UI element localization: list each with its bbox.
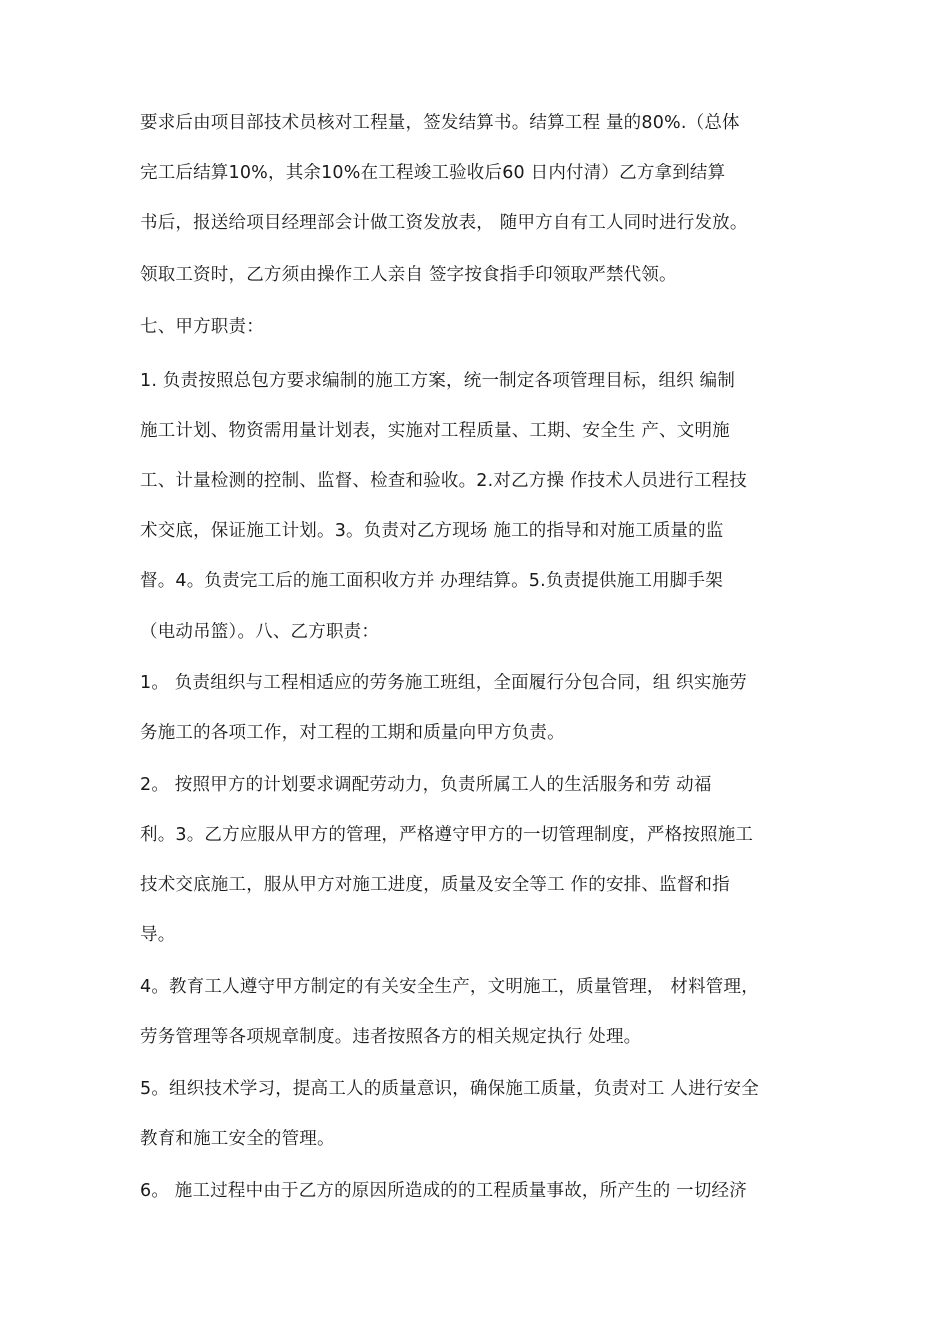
text-line: 1. 负责按照总包方要求编制的施工方案，统一制定各项管理目标，组织 编制	[140, 371, 736, 391]
text-line: 务施工的各项工作，对工程的工期和质量向甲方负责。	[140, 723, 565, 743]
text-line: 教育和施工安全的管理。	[140, 1129, 335, 1149]
text-line: 利。3。乙方应服从甲方的管理，严格遵守甲方的一切管理制度，严格按照施工	[140, 825, 754, 845]
text-line: 工、计量检测的控制、监督、检查和验收。2.对乙方操 作技术人员进行工程技	[140, 471, 747, 491]
text-line: 要求后由项目部技术员核对工程量，签发结算书。结算工程 量的80%.（总体	[140, 113, 740, 133]
text-line: 领取工资时，乙方须由操作工人亲自 签字按食指手印领取严禁代领。	[140, 265, 677, 285]
text-line: 完工后结算10%，其余10%在工程竣工验收后60 日内付清）乙方拿到结算	[140, 163, 726, 183]
text-line: 2。 按照甲方的计划要求调配劳动力，负责所属工人的生活服务和劳 动福	[140, 775, 712, 795]
text-line: 5。组织技术学习，提高工人的质量意识，确保施工质量，负责对工 人进行安全	[140, 1079, 759, 1099]
text-line: 督。4。负责完工后的施工面积收方并 办理结算。5.负责提供施工用脚手架	[140, 571, 723, 591]
text-line: 劳务管理等各项规章制度。违者按照各方的相关规定执行 处理。	[140, 1027, 642, 1047]
text-line: 6。 施工过程中由于乙方的原因所造成的的工程质量事故，所产生的 一切经济	[140, 1181, 747, 1201]
section-heading: 七、甲方职责：	[140, 317, 264, 337]
text-line: （电动吊篮）。八、乙方职责：	[140, 622, 380, 642]
text-line: 导。	[140, 925, 176, 945]
text-line: 技术交底施工，服从甲方对施工进度，质量及安全等工 作的安排、监督和指	[140, 875, 730, 895]
text-line: 术交底，保证施工计划。3。负责对乙方现场 施工的指导和对施工质量的监	[140, 521, 724, 541]
text-line: 施工计划、物资需用量计划表，实施对工程质量、工期、安全生 产、文明施	[140, 421, 730, 441]
text-line: 4。教育工人遵守甲方制定的有关安全生产，文明施工，质量管理， 材料管理，	[140, 977, 759, 997]
text-line: 书后，报送给项目经理部会计做工资发放表， 随甲方自有工人同时进行发放。	[140, 213, 748, 233]
text-line: 1。 负责组织与工程相适应的劳务施工班组，全面履行分包合同，组 织实施劳	[140, 673, 747, 693]
